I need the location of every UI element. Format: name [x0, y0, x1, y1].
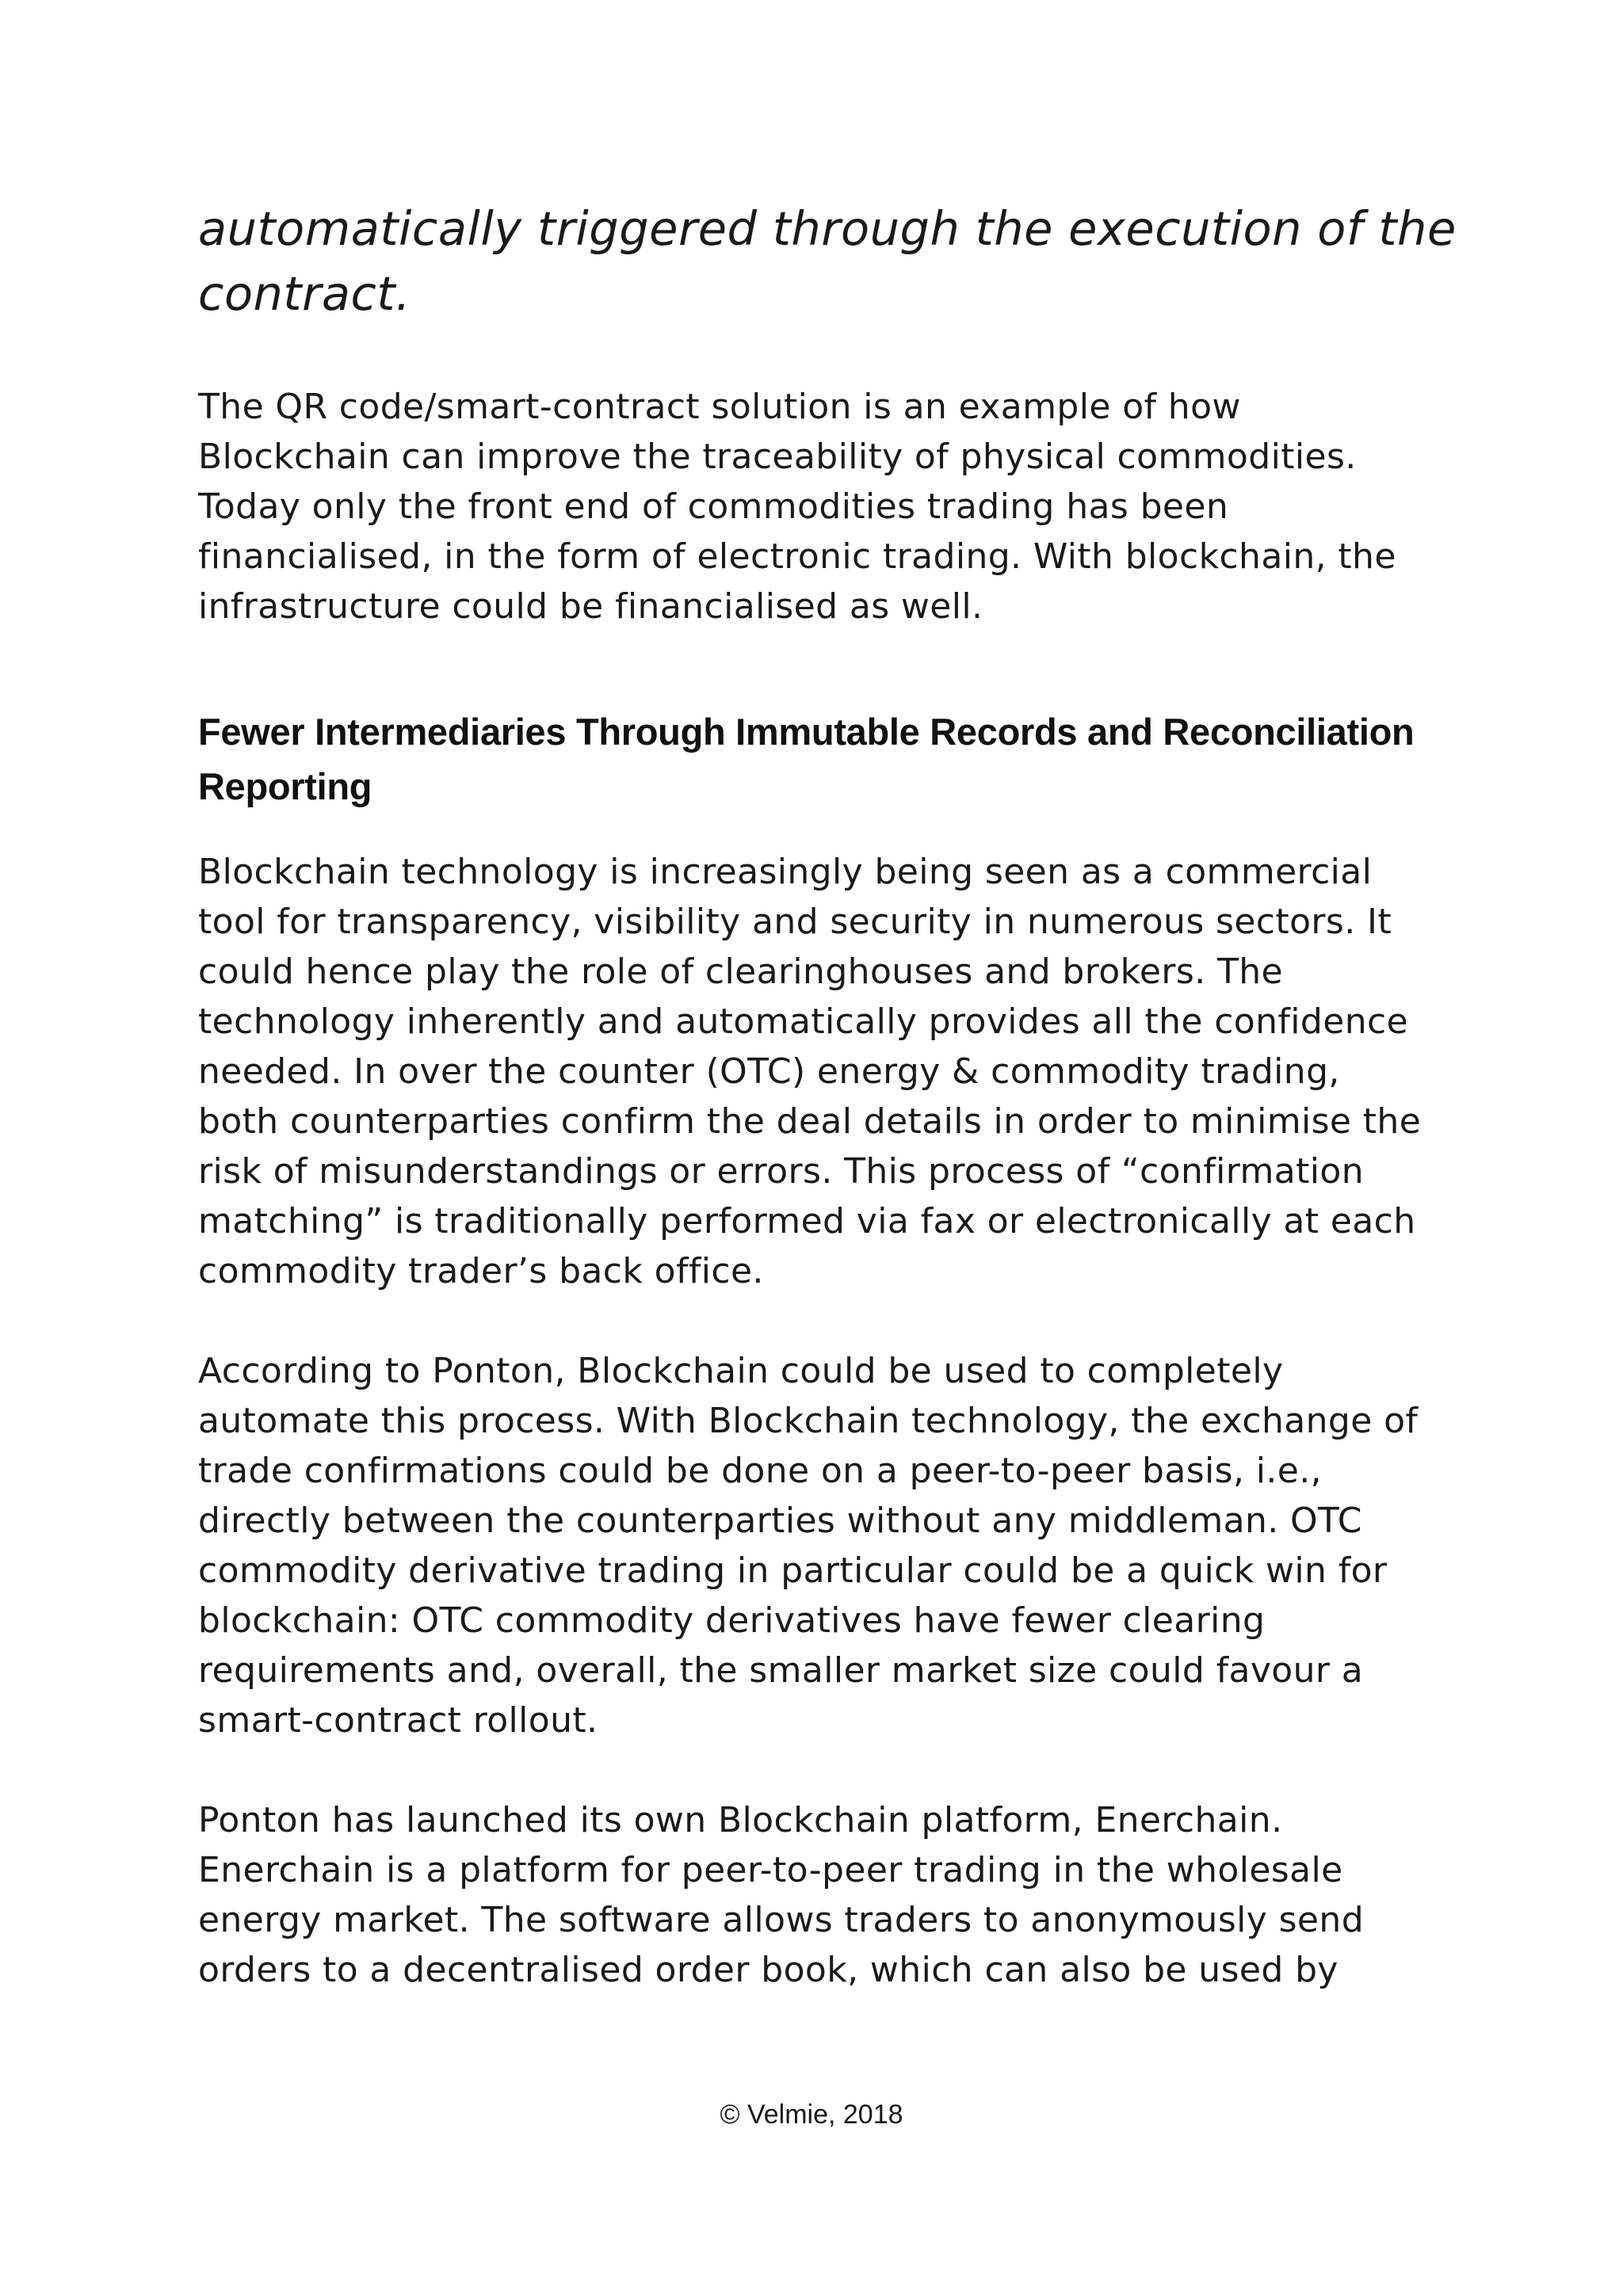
paragraph-transparency — [198, 847, 1450, 1296]
heading-line: Fewer Intermediaries Through Immutable Records and Reconciliation — [198, 711, 1415, 753]
paragraph-line: According to Ponton, Blockchain could be used to completely — [198, 1351, 1284, 1391]
paragraph-ponton — [198, 1346, 1450, 1745]
quote-line: automatically triggered through the execution of the — [198, 201, 1457, 256]
paragraph-line: blockchain: OTC commodity derivatives have fewer clearing — [198, 1600, 1266, 1641]
paragraph-line: commodity trader’s back office. — [198, 1251, 764, 1291]
paragraph-line: matching” is traditionally performed via fax or electronically at each — [198, 1201, 1416, 1241]
paragraph-line: automate this process. With Blockchain technology, the exchange of — [198, 1401, 1419, 1441]
paragraph-line: Blockchain technology is increasingly being seen as a commercial — [198, 852, 1373, 892]
paragraph-line: risk of misunderstandings or errors. This process of “confirmation — [198, 1151, 1364, 1192]
paragraph-line: requirements and, overall, the smaller market size could favour a — [198, 1650, 1364, 1691]
paragraph-line: trade confirmations could be done on a peer-to-peer basis, i.e., — [198, 1451, 1323, 1491]
paragraph-qr-code — [198, 382, 1450, 631]
page-content — [198, 196, 1457, 1995]
paragraph-line: directly between the counterparties without any middleman. OTC — [198, 1501, 1362, 1541]
paragraph-line: Ponton has launched its own Blockchain platform, Enerchain. — [198, 1800, 1283, 1840]
paragraph-line: Enerchain is a platform for peer-to-peer trading in the wholesale — [198, 1850, 1343, 1890]
paragraph-line: The QR code/smart-contract solution is an example of how — [198, 387, 1241, 427]
paragraph-line: orders to a decentralised order book, which can also be used by — [198, 1950, 1338, 1990]
paragraph-line: needed. In over the counter (OTC) energy & commodity trading, — [198, 1051, 1340, 1092]
paragraph-enerchain — [198, 1795, 1450, 1995]
quote-line: contract. — [198, 266, 411, 321]
paragraph-line: Blockchain can improve the traceability of physical commodities. — [198, 437, 1357, 477]
paragraph-line: could hence play the role of clearinghouses and brokers. The — [198, 952, 1284, 992]
section-heading — [198, 704, 1450, 814]
paragraph-line: Today only the front end of commodities trading has been — [198, 486, 1229, 527]
paragraph-line: technology inherently and automatically provides all the confidence — [198, 1001, 1409, 1042]
heading-line: Reporting — [198, 765, 372, 807]
paragraph-line: energy market. The software allows traders to anonymously send — [198, 1900, 1365, 1940]
paragraph-line: infrastructure could be financialised as well. — [198, 586, 983, 627]
footer-copyright: © Velmie, 2018 — [720, 2100, 903, 2130]
paragraph-line: commodity derivative trading in particular could be a quick win for — [198, 1550, 1388, 1591]
paragraph-line: both counterparties confirm the deal details in order to minimise the — [198, 1101, 1422, 1142]
paragraph-line: financialised, in the form of electronic trading. With blockchain, the — [198, 536, 1396, 577]
quote-continuation — [198, 196, 1457, 326]
paragraph-line: tool for transparency, visibility and security in numerous sectors. It — [198, 902, 1392, 942]
paragraph-line: smart-contract rollout. — [198, 1700, 598, 1741]
